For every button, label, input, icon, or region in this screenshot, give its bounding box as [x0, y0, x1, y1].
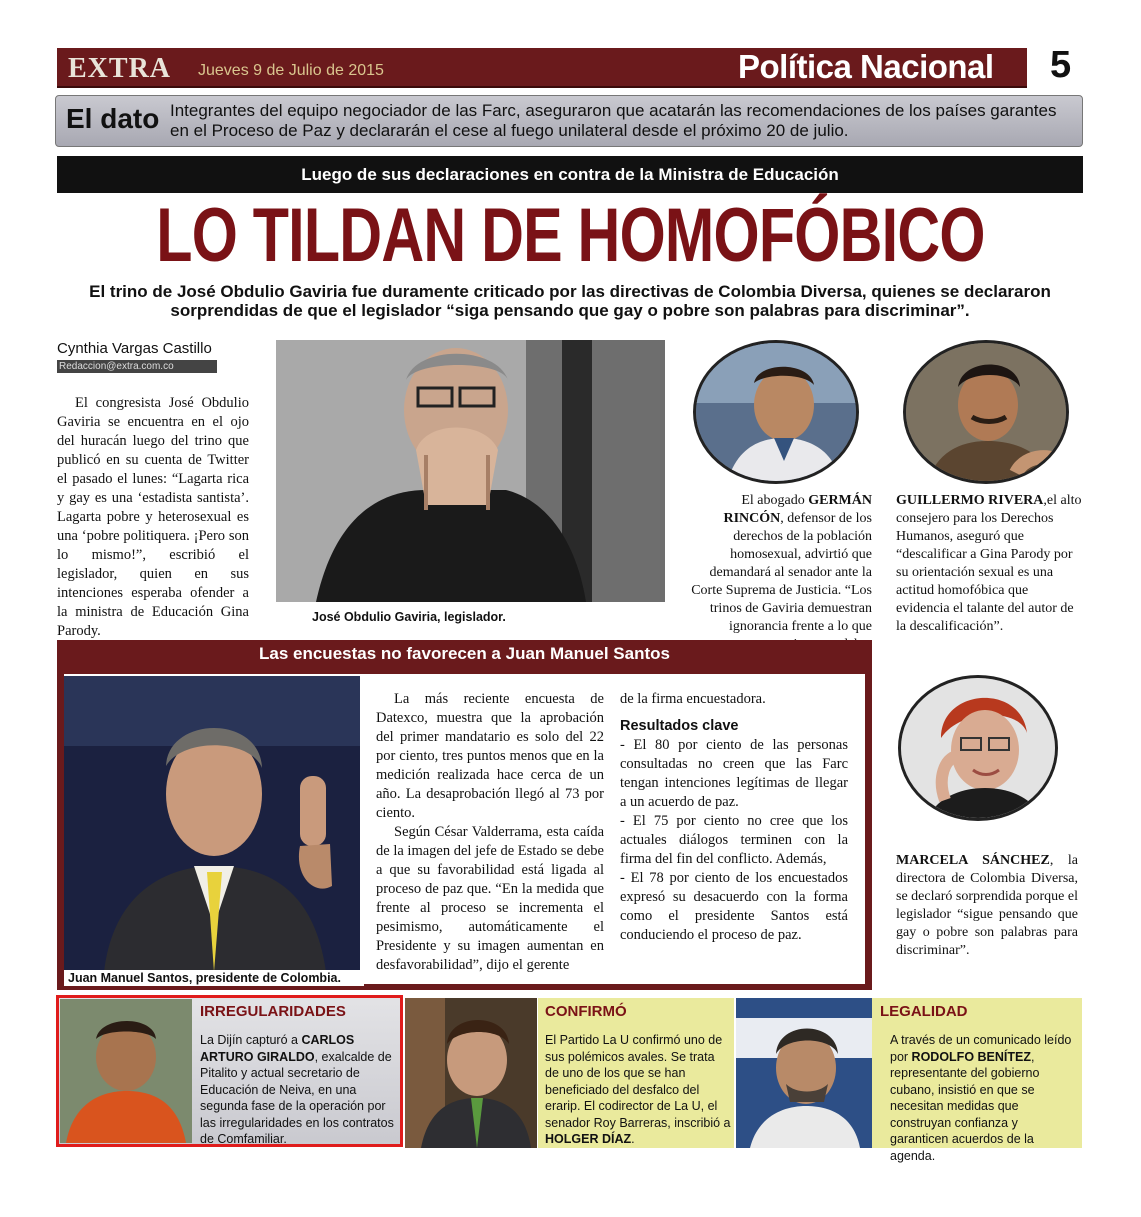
- byline-author: Cynthia Vargas Castillo: [57, 340, 212, 357]
- page-number: 5: [1050, 44, 1072, 86]
- photo-guillermo-rivera: [903, 340, 1069, 484]
- photo-rodolfo-benitez: [736, 998, 872, 1148]
- photo-marcela-sanchez: [898, 675, 1058, 821]
- el-dato-label: El dato: [66, 103, 160, 134]
- profile-marcela-sanchez: MARCELA SÁNCHEZ, la directora de Colombia Diversa, se declaró sorprendida porque el legislador “sigue pensando que gay o pobre son palabras para discriminar”.: [896, 853, 1078, 958]
- section-title: Política Nacional: [738, 48, 994, 85]
- result-item: - El 80 por ciento de las personas consultadas no creen que las Farc tengan intenciones legítimas de llegar a un acuerdo de paz.: [620, 737, 848, 810]
- lead-paragraph: El congresista José Obdulio Gaviria se encuentra en el ojo del huracán luego del trino que publicó en su cuenta de Twitter el pasado el lunes: “Lagarta rica y gay es una ‘estadista santista’. Lagarta pobre y heterosexual es una ‘pobre politiquera. ¡Pero son lo mismo!”, escribió el legislador, quien en sus intenciones esperaba ofender a la ministra de Educación Gina Parody.: [57, 395, 249, 639]
- photo-juan-manuel-santos: [64, 676, 360, 972]
- santos-column-2: [620, 690, 848, 945]
- photo-gaviria: [276, 340, 665, 602]
- result-item: - El 78 por ciento de los encuestados expresó su desacuerdo con la forma como el presidente Santos está conduciendo el proceso de paz.: [620, 870, 848, 943]
- photo-german-rincon: [693, 340, 859, 484]
- profile-guillermo-rivera: GUILLERMO RIVERA,el alto consejero para los Derechos Humanos, aseguró que “descalificar a Gina Parody por su orientación sexual es una actitud homofóbica que evidencia el talante del autor de la descalificación”.: [896, 493, 1082, 634]
- brief-title: IRREGULARIDADES: [200, 1003, 346, 1020]
- photo-caption-gaviria: José Obdulio Gaviria, legislador.: [312, 610, 506, 624]
- el-dato-text: Integrantes del equipo negociador de las Farc, aseguraron que acatarán las recomendaciones de los países garantes en el Proceso de Paz y declararán el cese al fuego unilateral desde el próximo 20 de julio.: [170, 101, 1057, 140]
- santos-paragraph: Según César Valderrama, esta caída de la imagen del jefe de Estado se debe a que su favorabilidad está ligada al proceso de paz que. “En la medida que frente al proceso se incrementa el pesimismo, automáticamente el Presidente y su imagen aumentan en desfavorabilidad”, dijo el gerente: [376, 824, 604, 973]
- headline: LO TILDAN DE HOMOFÓBICO: [156, 193, 985, 278]
- brief-text: A través de un comunicado leído por RODOLFO BENÍTEZ, representante del gobierno cubano, insistió en que se necesitan medidas que construyan confianza y garanticen acuerdos de la agenda.: [890, 1033, 1072, 1163]
- deck: El trino de José Obdulio Gaviria fue duramente criticado por las directivas de Colombia Diversa, quienes se declararon sorprendidas de que el legislador “siga pensando que gay o pobre son palabras para discriminar”.: [89, 282, 1051, 320]
- profile-name: GUILLERMO RIVERA: [896, 493, 1044, 508]
- profile-name: GERMÁN RINCÓN: [723, 493, 872, 526]
- brief-text: La Dijín capturó a CARLOS ARTURO GIRALDO, exalcalde de Pitalito y actual secretario de Educación de Neiva, en una segunda fase de la operación por las irregularidades en los contratos de Comfamiliar.: [200, 1033, 394, 1146]
- santos-box-title: Las encuestas no favorecen a Juan Manuel Santos: [259, 644, 670, 663]
- santos-column-1: [376, 690, 604, 975]
- profile-name: MARCELA SÁNCHEZ: [896, 853, 1050, 868]
- byline-email[interactable]: Redaccion@extra.com.co: [57, 360, 217, 373]
- results-subhead: Resultados clave: [620, 718, 739, 734]
- santos-paragraph: de la firma encuestadora.: [620, 691, 766, 707]
- brief-title: LEGALIDAD: [880, 1003, 968, 1020]
- result-item: - El 75 por ciento no cree que los actuales diálogos terminen con la firma del fin del conflicto. Además,: [620, 813, 848, 867]
- profile-german-rincon: El abogado GERMÁN RINCÓN, defensor de los derechos de la población homosexual, advirtió que demandará al senador ante la Corte Suprema de Justicia. “Los trinos de Gaviria demuestran ignorancia frente a lo que: [691, 493, 872, 634]
- brief-title: CONFIRMÓ: [545, 1003, 627, 1020]
- santos-paragraph: La más reciente encuesta de Datexco, muestra que la aprobación del primer mandatario es solo del 22 por ciento, tres puntos menos que en la medición realizada hace cerca de un año. La desaprobación llegó al 73 por ciento.: [376, 691, 604, 821]
- brief-highlight-frame[interactable]: [56, 995, 403, 1147]
- kicker: Luego de sus declaraciones en contra de la Ministra de Educación: [57, 156, 1083, 193]
- newspaper-logo: EXTRA: [68, 53, 172, 84]
- brief-text: El Partido La U confirmó uno de sus polémicos avales. Se trata de uno de los que se han beneficiado del desfalco del erarip. El codirector de La U, el senador Roy Barreras, inscribió a HOLGER DÍAZ.: [545, 1033, 731, 1146]
- photo-caption-santos: Juan Manuel Santos, presidente de Colombia.: [64, 970, 364, 986]
- issue-date: Jueves 9 de Julio de 2015: [198, 62, 384, 79]
- photo-holger-diaz: [405, 998, 537, 1148]
